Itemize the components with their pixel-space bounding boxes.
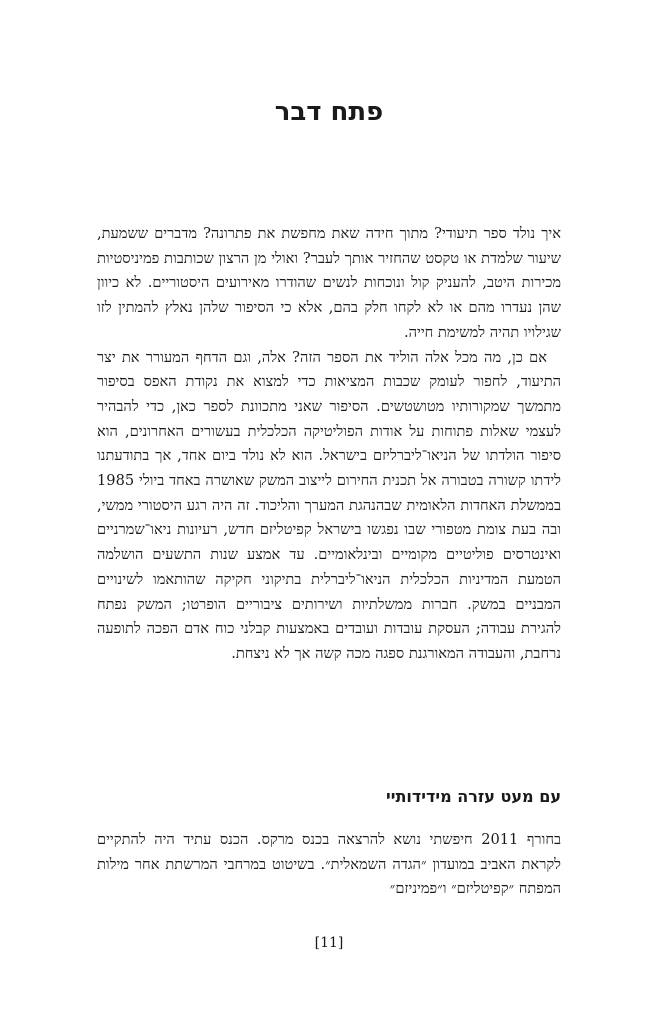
section-body <box>97 828 561 902</box>
section-paragraph: בחורף 2011 חיפשתי נושא להרצאה בכנס מרקס. הכנס עתיד היה להתקיים לקראת האביב במועדון ״הגדה השמאלית״. בשיטוט במרחבי המרשתת אחר מילות המפתח ״קפיטליזם״ ו״פמיניזם״ <box>97 831 561 898</box>
page-number: [11] <box>314 935 344 951</box>
intro-body <box>97 222 561 667</box>
section-heading: עם מעט עזרה מידידותיי <box>386 787 561 806</box>
book-page <box>97 0 561 1023</box>
paragraph-2: אם כן, מה מכל אלה הוליד את הספר הזה? אלה, וגם הדחף המעורר את יצר התיעוד, לחפור לעומק שכבות המציאות כדי למצוא את נקודת האפס בסיפור מתמשך שמקורותיו מטושטשים. הסיפור שאני מתכוונת לספר כאן, כדי להבהיר לעצמי שאלות פתוחות על אודות הפוליטיקה הכלכלית בעשורים האחרונים, הוא סיפור הולדתו של הניאו־ליברליזם בישראל. הוא לא נולד ביום אחד, אך בתודעתנו לידתו קשורה בטבורה אל תכנית החירום לייצוב המשק שאושרה באחד ביולי 1985 בממשלת האחדות הלאומית שבהנהגת המערך והליכוד. זה היה רגע היסטורי ממשי, ובה בעת צומת מטפורי שבו נפגשו בישראל קפיטליזם חדש, רעיונות ניאו־שמרניים ואינטרסים פוליטיים מקומיים ובינלאומיים. עד אמצע שנות התשעים הושלמה הטמעת המדיניות הכלכלית הניאו־ליברלית בתיקוני חקיקה שהותאמו לשינויים המבניים במשק. חברות ממשלתיות ושירותים ציבוריים הופרטו; המשק נפתח להגירת עבודה; העסקת עובדות ועובדים באמצעות קבלני כוח אדם הפכה לתופעה נרחבת, והעבודה המאורגנת ספגה מכה קשה אך לא ניצחת. <box>97 348 561 662</box>
chapter-title: פתח דבר <box>274 97 384 127</box>
paragraph-1: איך נולד ספר תיעודי? מתוך חידה שאת מחפשת את פתרונה? מדברים ששמעת, שיעור שלמדת או טקסט שהחזיר אותך לעבר? ואולי מן הרצון שכותבות פמיניסטיות מכירות היטב, להעניק קול ונוכחות לנשים שהודרו מאירועים היסטוריים. לא כיוון שהן נעדרו מהם או לא לקחו חלק בהם, אלא כי הסיפור שלהן נאלץ להמתין לזו שגילויו תהיה למשימת חייה. <box>97 225 561 341</box>
